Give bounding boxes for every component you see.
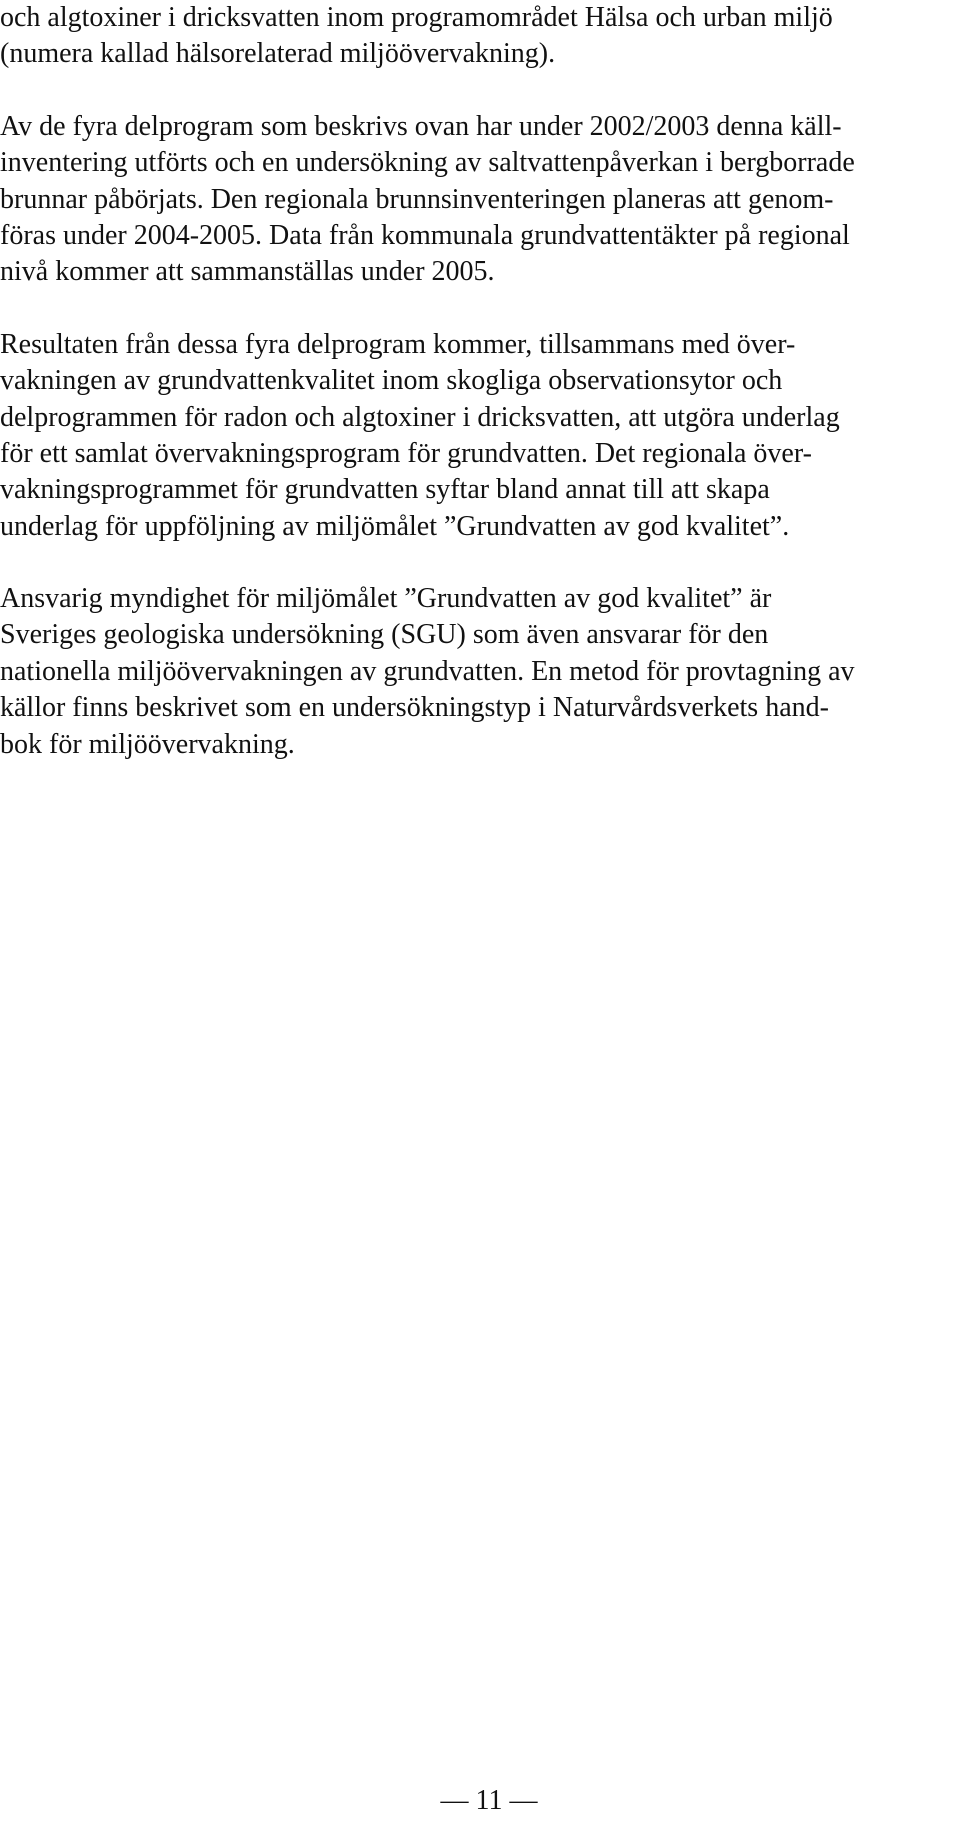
text-line: inventering utförts och en undersökning av saltvattenpåverkan i bergborrade xyxy=(0,147,855,179)
paragraph-4 xyxy=(0,581,955,763)
body-text xyxy=(0,0,955,763)
paragraph-spacer xyxy=(0,291,955,327)
text-line: Av de fyra delprogram som beskrivs ovan har under 2002/2003 denna käll- xyxy=(0,110,842,142)
text-line: underlag för uppföljning av miljömålet ”Grundvatten av god kvalitet”. xyxy=(0,510,790,542)
paragraph-spacer xyxy=(0,545,955,581)
text-line: källor finns beskrivet som en undersökningstyp i Naturvårdsverkets hand- xyxy=(0,692,829,724)
text-line: Ansvarig myndighet för miljömålet ”Grundvatten av god kvalitet” är xyxy=(0,583,772,615)
text-line: (numera kallad hälsorelaterad miljöövervakning). xyxy=(0,38,556,70)
text-line: delprogrammen för radon och algtoxiner i dricksvatten, att utgöra underlag xyxy=(0,401,840,433)
paragraph-2 xyxy=(0,109,955,291)
paragraph-1 xyxy=(0,0,955,73)
text-line: föras under 2004-2005. Data från kommunala grundvattentäkter på regional xyxy=(0,219,850,251)
text-line: bok för miljöövervakning. xyxy=(0,728,295,760)
text-line: brunnar påbörjats. Den regionala brunnsinventeringen planeras att genom- xyxy=(0,183,834,215)
text-line: nationella miljöövervakningen av grundvatten. En metod för provtagning av xyxy=(0,655,855,687)
paragraph-3 xyxy=(0,327,955,545)
text-line: Sveriges geologiska undersökning (SGU) som även ansvarar för den xyxy=(0,619,769,651)
text-line: och algtoxiner i dricksvatten inom programområdet Hälsa och urban miljö xyxy=(0,2,833,33)
text-line: nivå kommer att sammanställas under 2005. xyxy=(0,256,495,288)
text-line: vakningsprogrammet för grundvatten syftar bland annat till att skapa xyxy=(0,474,770,506)
text-line: Resultaten från dessa fyra delprogram kommer, tillsammans med över- xyxy=(0,328,796,360)
text-line: vakningen av grundvattenkvalitet inom skogliga observationsytor och xyxy=(0,365,783,397)
text-line: för ett samlat övervakningsprogram för grundvatten. Det regionala över- xyxy=(0,437,812,469)
paragraph-spacer xyxy=(0,73,955,109)
page-number: — 11 — xyxy=(440,1785,538,1816)
